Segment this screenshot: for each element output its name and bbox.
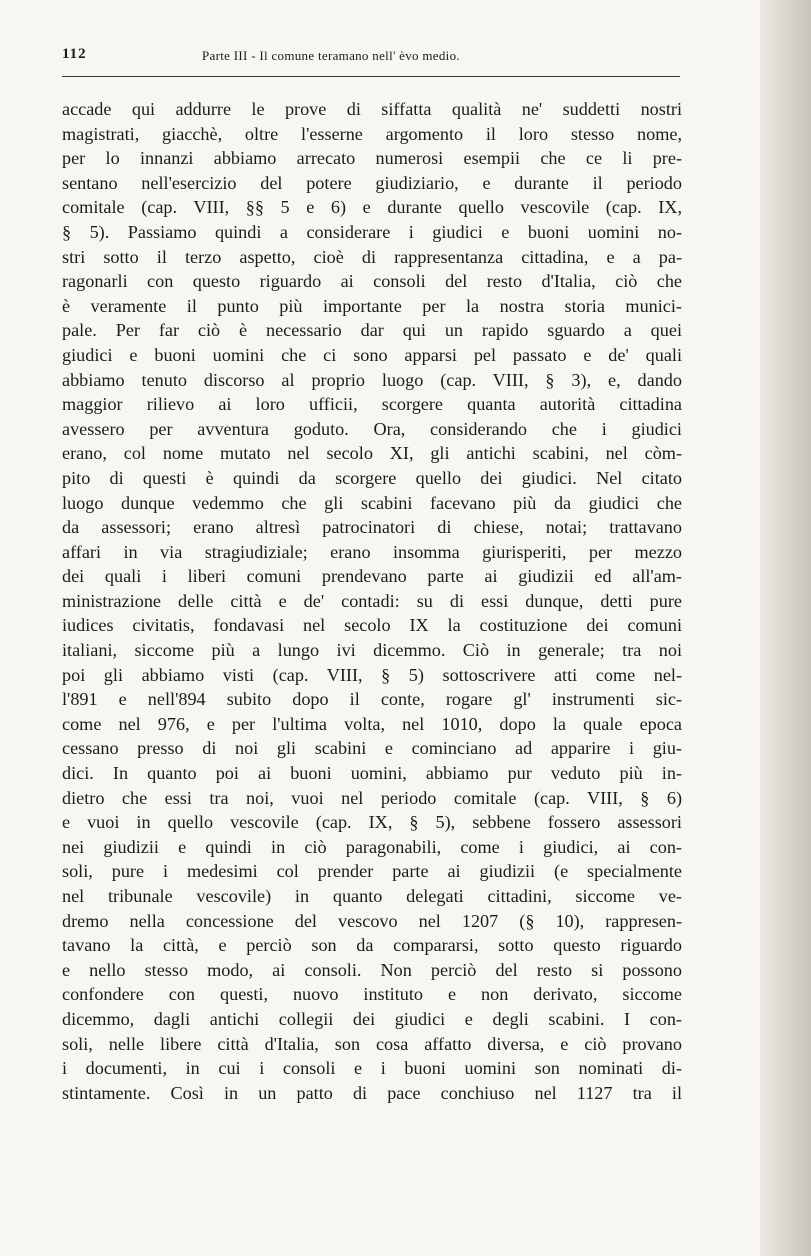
text-line: maggior rilievo ai loro ufficii, scorgere quanta autorità cittadina [62,394,682,415]
text-line: dietro che essi tra noi, vuoi nel periodo comitale (cap. VIII, § 6) [62,787,682,808]
text-line: magistrati, giacchè, oltre l'esserne argomento il loro stesso nome, [62,123,682,144]
text-line: § 5). Passiamo quindi a considerare i giudici e buoni uomini no- [62,221,682,242]
text-line: italiani, siccome più a lungo ivi dicemmo. Ciò in generale; tra noi [62,640,682,661]
text-line: accade qui addurre le prove di siffatta qualità ne' suddetti nostri [62,99,682,119]
page-number: 112 [62,46,87,62]
running-head: Parte III - Il comune teramano nell' èvo medio. [202,48,460,63]
text-line: sentano nell'esercizio del potere giudiziario, e durante il periodo [62,172,682,193]
text-line: dremo nella concessione del vescovo nel 1207 (§ 10), rappresen- [62,910,682,931]
text-line: i documenti, in cui i consoli e i buoni uomini son nominati di- [62,1058,682,1079]
text-line: affari in via stragiudiziale; erano insomma giurisperiti, per mezzo [62,541,682,562]
text-line: stintamente. Così in un patto di pace conchiuso nel 1127 tra il [62,1082,682,1103]
text-line: luogo dunque vedemmo che gli scabini facevano più da giudici che [62,492,682,513]
text-line: e vuoi in quello vescovile (cap. IX, § 5), sebbene fossero assessori [62,812,682,833]
text-line: da assessori; erano altresì patrocinatori di chiese, notai; trattavano [62,517,682,538]
body-text [62,97,682,1105]
text-line: e nello stesso modo, ai consoli. Non perciò del resto si possono [62,959,682,980]
text-line: avessero per avventura goduto. Ora, considerando che i giudici [62,418,682,439]
text-line: soli, nelle libere città d'Italia, son cosa affatto diversa, e ciò provano [62,1033,682,1054]
page-header [62,40,680,70]
header-rule [62,76,680,77]
text-line: dicemmo, dagli antichi collegii dei giudici e degli scabini. I con- [62,1008,682,1029]
text-line: l'891 e nell'894 subito dopo il conte, rogare gl' instrumenti sic- [62,689,682,710]
text-line: stri sotto il terzo aspetto, cioè di rappresentanza cittadina, e a pa- [62,246,682,267]
text-line: dici. In quanto poi ai buoni uomini, abbiamo pur veduto più in- [62,763,682,784]
text-line: ministrazione delle città e de' contadi: su di essi dunque, detti pure [62,590,682,611]
text-line: iudices civitatis, fondavasi nel secolo IX la costituzione dei comuni [62,615,682,636]
text-line: pale. Per far ciò è necessario dar qui un rapido sguardo a quei [62,320,682,341]
text-line: per lo innanzi abbiamo arrecato numerosi esempii che ce li pre- [62,148,682,169]
text-line: giudici e buoni uomini che ci sono apparsi pel passato e de' quali [62,344,682,365]
text-line: ragonarli con questo riguardo ai consoli del resto d'Italia, ciò che [62,271,682,292]
text-line: nel tribunale vescovile) in quanto delegati cittadini, siccome ve- [62,886,682,906]
text-line: è veramente il punto più importante per la nostra storia munici- [62,295,682,316]
text-line: tavano la città, e perciò son da compararsi, sotto questo riguardo [62,935,682,956]
page-binding-shadow [760,0,811,1256]
text-line: erano, col nome mutato nel secolo XI, gli antichi scabini, nel còm- [62,443,682,464]
text-line: soli, pure i medesimi col prender parte ai giudizii (e specialmente [62,861,682,882]
text-line: dei quali i liberi comuni prendevano parte ai giudizii ed all'am- [62,566,682,587]
text-line: abbiamo tenuto discorso al proprio luogo (cap. VIII, § 3), e, dando [62,369,682,390]
text-line: poi gli abbiamo visti (cap. VIII, § 5) sottoscrivere atti come nel- [62,664,682,685]
text-line: comitale (cap. VIII, §§ 5 e 6) e durante quello vescovile (cap. IX, [62,197,682,218]
text-line: come nel 976, e per l'ultima volta, nel 1010, dopo la quale epoca [62,713,682,734]
text-line: nei giudizii e quindi in ciò paragonabili, come i giudici, ai con- [62,836,682,857]
text-line: cessano presso di noi gli scabini e cominciano ad apparire i giu- [62,738,682,759]
text-line: pito di questi è quindi da scorgere quello dei giudici. Nel citato [62,467,682,488]
text-line: confondere con questi, nuovo instituto e non derivato, siccome [62,984,682,1005]
